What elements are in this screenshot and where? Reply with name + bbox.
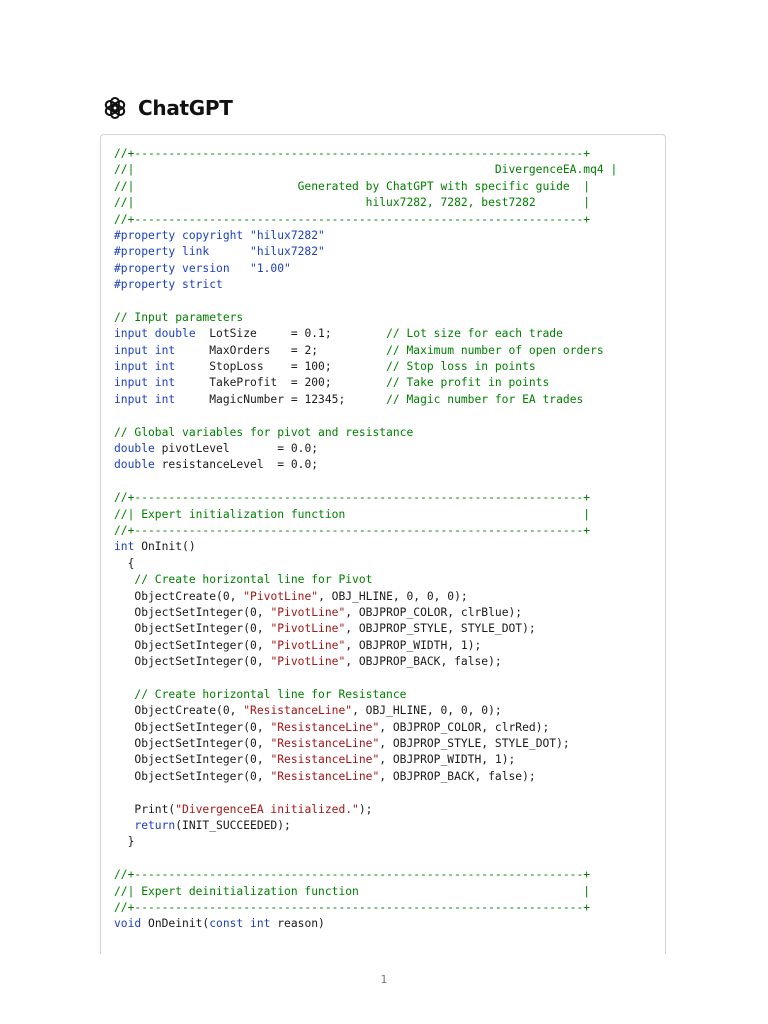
code-line [114,277,617,293]
code-line [114,425,617,441]
code-text: ObjectSetInteger(0, [114,769,271,783]
code-line [114,834,617,850]
code-line [114,605,617,621]
code-line [114,162,617,178]
code-line [114,490,617,506]
code-block[interactable] [100,134,666,954]
code-text: (INIT_SUCCEEDED); [175,819,291,833]
code-comment: // Global variables for pivot and resistance [114,425,414,439]
code-comment: //+------------------------------------------------------------------+ [114,212,591,226]
code-text: , OBJPROP_COLOR, clrRed); [379,720,550,734]
code-keyword: input int [114,392,176,406]
code-string: "ResistanceLine" [243,704,353,718]
code-line [114,408,617,424]
code-text: } [114,835,135,849]
code-keyword: double [114,442,155,456]
code-line [114,785,617,801]
code-line [114,310,617,326]
code-line [114,228,617,244]
code-text: reason) [270,917,325,931]
code-line [114,507,617,523]
code-line [114,884,617,900]
code-comment: // Create horizontal line for Resistance [134,687,407,701]
code-text [114,819,134,832]
brand-name: ChatGPT [138,96,233,120]
code-text: ObjectSetInteger(0, [114,605,271,619]
code-keyword: #property copyright "hilux7282" [114,228,325,242]
code-keyword: #property link "hilux7282" [114,245,325,259]
code-text: , OBJPROP_BACK, false); [345,655,502,669]
code-comment: // Lot size for each trade [386,327,563,341]
code-keyword: void [114,917,142,931]
code-text: ObjectSetInteger(0, [114,720,271,734]
code-keyword: const int [209,917,271,931]
code-string: "PivotLine" [270,638,346,652]
code-line [114,212,617,228]
code-comment: //+------------------------------------------------------------------+ [114,868,591,882]
code-line [114,621,617,637]
code-text: resistanceLevel = 0.0; [154,458,319,472]
code-line [114,343,617,359]
code-text: ObjectSetInteger(0, [114,638,271,652]
code-line [114,572,617,588]
code-line [114,769,617,785]
code-line [114,900,617,916]
code-comment: //| Generated by ChatGPT with specific guide | [114,179,591,193]
code-string: "ResistanceLine" [270,720,380,734]
code-line [114,359,617,375]
code-comment: //+------------------------------------------------------------------+ [114,147,591,160]
code-line [114,244,617,260]
code-text [114,688,134,701]
code-line [114,638,617,654]
code-line [114,589,617,605]
code-comment: //| Expert deinitialization function | [114,884,591,898]
code-line [114,556,617,572]
code-line [114,261,617,277]
code-line [114,457,617,473]
code-keyword: input int [114,360,176,374]
code-text: , OBJPROP_COLOR, clrBlue); [345,605,523,619]
page-number: 1 [380,973,388,986]
code-keyword: int [114,540,135,554]
code-text: ObjectSetInteger(0, [114,655,271,669]
code-content [114,146,617,933]
openai-logo-icon [100,93,130,123]
code-line [114,916,617,932]
code-line [114,818,617,834]
code-text: TakeProfit = 200; [175,376,387,390]
code-text: , OBJ_HLINE, 0, 0, 0); [318,589,468,603]
code-comment: // Input parameters [114,310,244,324]
code-text: ObjectCreate(0, [114,704,244,718]
code-comment: //+------------------------------------------------------------------+ [114,523,591,537]
code-text: MaxOrders = 2; [175,343,387,357]
code-string: "PivotLine" [243,589,319,603]
code-line [114,703,617,719]
code-comment: //| DivergenceEA.mq4 | [114,163,618,177]
code-line [114,539,617,555]
page-header [100,93,233,123]
code-string: "PivotLine" [270,655,346,669]
code-line [114,736,617,752]
code-text: MagicNumber = 12345; [175,392,387,406]
code-line [114,474,617,490]
code-line [114,752,617,768]
code-text [114,573,134,586]
code-text: ObjectSetInteger(0, [114,622,271,636]
code-line [114,851,617,867]
code-line [114,654,617,670]
code-keyword: #property strict [114,278,223,292]
code-text: , OBJPROP_BACK, false); [379,769,536,783]
code-line [114,326,617,342]
code-text: , OBJPROP_WIDTH, 1); [345,638,482,652]
code-string: "ResistanceLine" [270,737,380,751]
code-keyword: return [134,819,176,833]
code-keyword: input double [114,327,196,341]
code-comment: //| hilux7282, 7282, best7282 | [114,196,591,210]
code-string: "ResistanceLine" [270,753,380,767]
code-line [114,392,617,408]
code-line [114,294,617,310]
code-string: "PivotLine" [270,622,346,636]
code-keyword: #property version "1.00" [114,261,291,275]
code-text: pivotLevel = 0.0; [154,442,319,456]
code-comment: //+------------------------------------------------------------------+ [114,491,591,505]
code-line [114,179,617,195]
code-line [114,441,617,457]
code-text: , OBJPROP_STYLE, STYLE_DOT); [379,737,570,751]
code-text: , OBJPROP_STYLE, STYLE_DOT); [345,622,536,636]
code-text: OnInit() [134,540,196,554]
code-comment: //+------------------------------------------------------------------+ [114,900,591,914]
code-keyword: double [114,458,155,472]
code-text: ObjectSetInteger(0, [114,737,271,751]
code-line [114,687,617,703]
code-keyword: input int [114,376,176,390]
code-text: { [114,556,135,570]
code-line [114,867,617,883]
code-comment: // Create horizontal line for Pivot [134,573,373,587]
code-line [114,802,617,818]
code-line [114,375,617,391]
code-text: , OBJ_HLINE, 0, 0, 0); [352,704,502,718]
code-text: ObjectCreate(0, [114,589,244,603]
code-text: LotSize = 0.1; [195,327,387,341]
code-line [114,523,617,539]
code-text: OnDeinit( [141,917,210,931]
code-string: "PivotLine" [270,605,346,619]
code-text: Print( [114,802,176,816]
code-comment: // Magic number for EA trades [386,392,584,406]
code-string: "DivergenceEA initialized." [175,802,359,816]
code-comment: // Maximum number of open orders [386,343,604,357]
code-comment: // Stop loss in points [386,360,536,374]
code-comment: //| Expert initialization function | [114,507,591,521]
code-text: ); [358,802,373,816]
code-line [114,671,617,687]
code-text: , OBJPROP_WIDTH, 1); [379,753,516,767]
code-line [114,195,617,211]
code-text: StopLoss = 100; [175,360,387,374]
code-string: "ResistanceLine" [270,769,380,783]
code-keyword: input int [114,343,176,357]
code-comment: // Take profit in points [386,376,550,390]
code-line [114,720,617,736]
code-text: ObjectSetInteger(0, [114,753,271,767]
code-line [114,146,617,162]
